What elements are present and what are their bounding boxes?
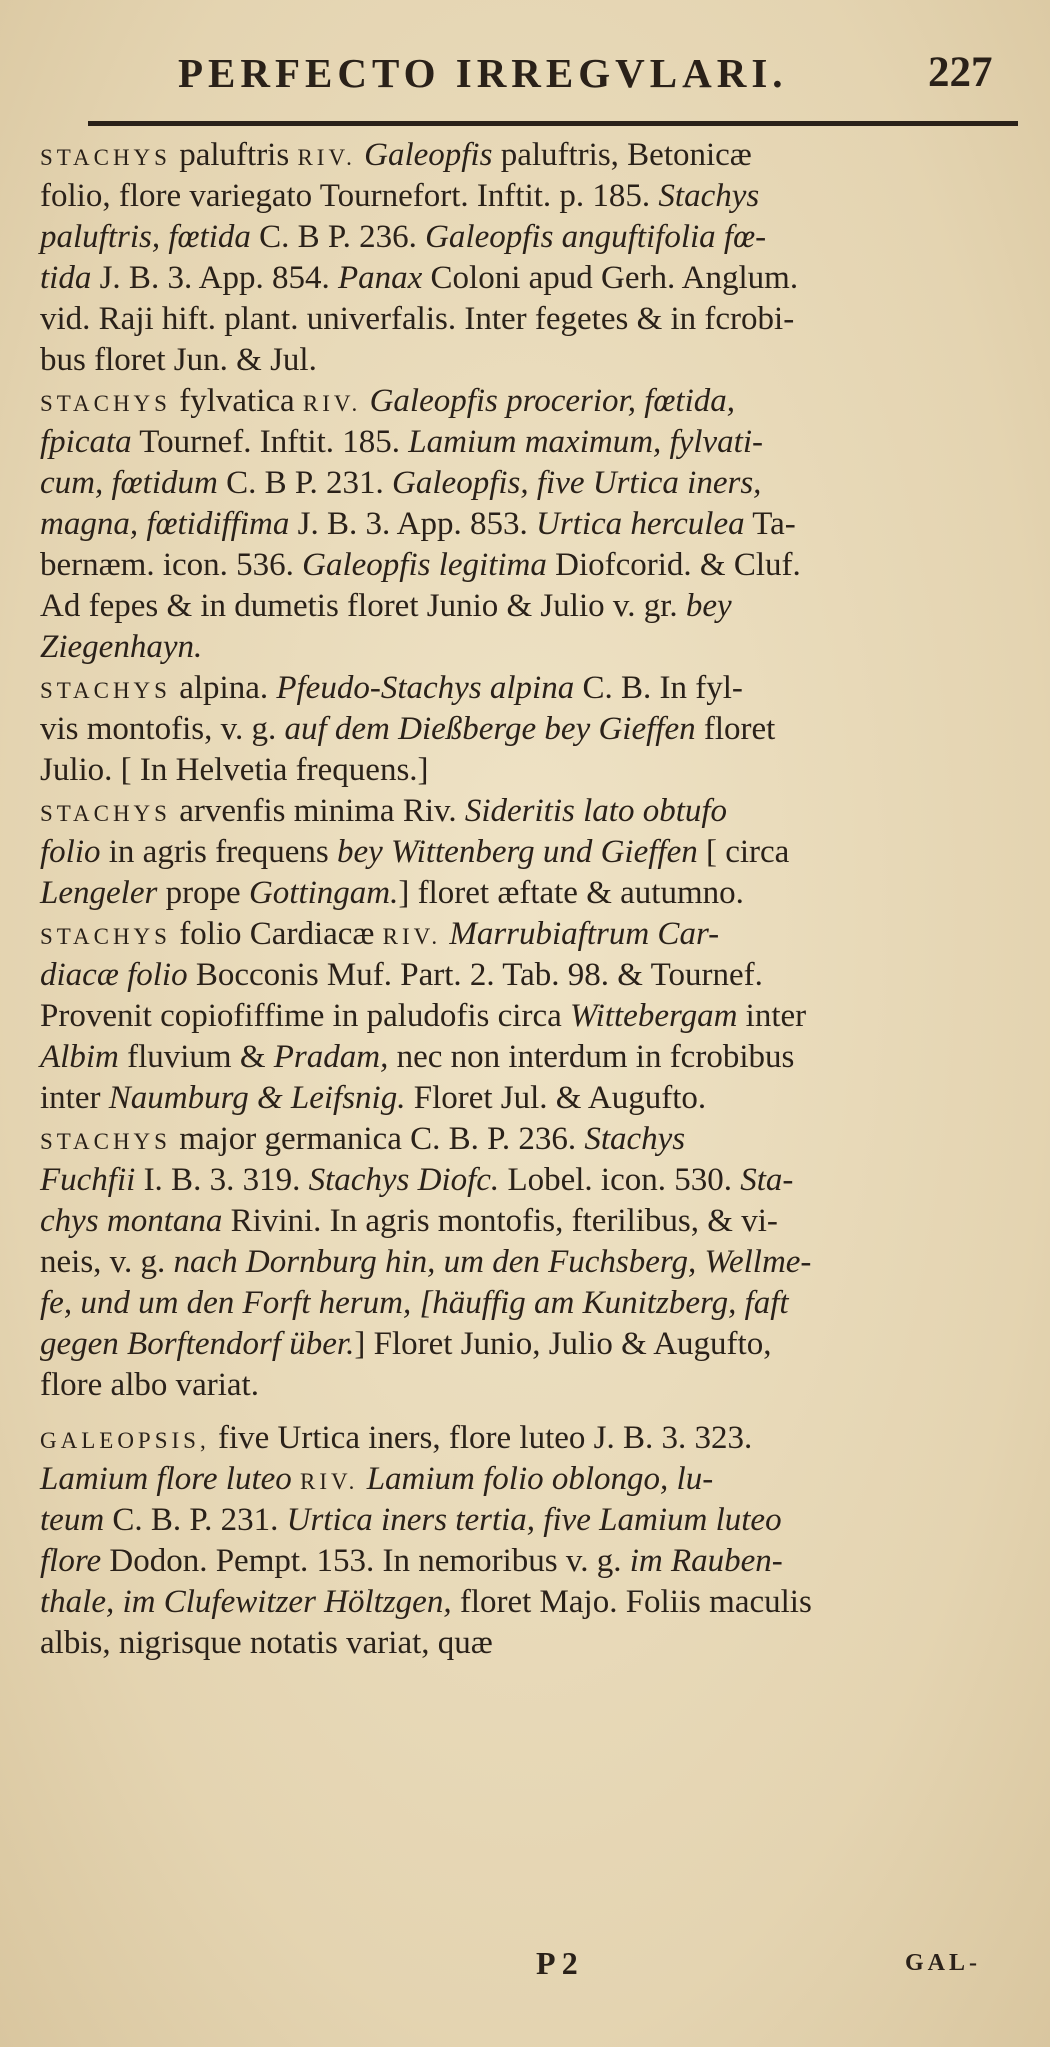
- italic-text: auf dem Dießberge bey Gieffen: [284, 711, 696, 747]
- italic-text: Galeopfis anguftifolia fœ-: [425, 219, 767, 255]
- page-header: [0, 48, 1050, 98]
- italic-text: Urtica iners tertia, five Lamium luteo: [286, 1502, 782, 1538]
- entry-paragraph: [40, 1119, 1000, 1406]
- text-line: [40, 545, 1000, 586]
- italic-text: paluftris, fœtida: [40, 219, 251, 255]
- italic-text: folio: [40, 834, 101, 870]
- italic-text: Galeopfis, five Urtica iners,: [392, 465, 762, 501]
- text-line: [40, 586, 1000, 627]
- text-run: Rivini. In agris montofis, fterilibus, & vi-: [222, 1203, 778, 1239]
- text-line: [40, 996, 1000, 1037]
- italic-text: thale, im Clufewitzer Höltzgen,: [40, 1584, 452, 1620]
- italic-text: diacæ folio: [40, 957, 188, 993]
- text-run: major germanica C. B. P. 236.: [170, 1121, 585, 1157]
- text-line: [40, 258, 1000, 299]
- text-run: [292, 1461, 300, 1497]
- small-caps-text: STACHYS: [40, 391, 171, 416]
- text-run: paluftris, Betonicæ: [492, 137, 752, 173]
- text-run: flore albo variat.: [40, 1367, 259, 1403]
- italic-text: magna, fœtidiffima: [40, 506, 290, 542]
- text-line: [40, 627, 1000, 668]
- text-line: [40, 1324, 1000, 1365]
- catchword: GAL-: [905, 1950, 981, 1976]
- text-line: [40, 1160, 1000, 1201]
- text-run: Ta-: [744, 506, 796, 542]
- italic-text: im Rauben-: [629, 1543, 783, 1579]
- italic-text: Pfeudo-Stachys alpina: [276, 670, 575, 706]
- text-run: ] floret æftate & autumno.: [398, 875, 744, 911]
- text-line: [40, 135, 1000, 176]
- italic-text: Lamium folio oblongo, lu-: [358, 1461, 714, 1497]
- text-run: ] Floret Junio, Julio & Augufto,: [354, 1326, 772, 1362]
- text-run: Ad fepes & in dumetis floret Junio & Julio v. gr.: [40, 588, 686, 624]
- text-run: folio, flore variegato Tournefort. Inftit. p. 185.: [40, 178, 659, 214]
- text-run: fluvium &: [118, 1039, 274, 1075]
- text-run: inter: [40, 1080, 109, 1116]
- italic-text: Stachys Diofc.: [308, 1162, 500, 1198]
- text-line: [40, 1037, 1000, 1078]
- text-line: [40, 1078, 1000, 1119]
- entry-paragraph: [40, 135, 1000, 381]
- italic-text: chys montana: [40, 1203, 223, 1239]
- text-line: [40, 1500, 1000, 1541]
- italic-text: nach Dornburg hin, um den Fuchsberg, Wellme-: [173, 1244, 812, 1280]
- text-line: [40, 217, 1000, 258]
- text-run: I. B. 3. 319.: [135, 1162, 309, 1198]
- page-footer: [0, 1941, 1050, 1985]
- signature-mark: P 2: [536, 1945, 578, 1981]
- running-title: PERFECTO IRREGVLARI.: [178, 50, 788, 96]
- text-run: Dodon. Pempt. 153. In nemoribus v. g.: [101, 1543, 630, 1579]
- text-run: floret: [695, 711, 776, 747]
- text-run: paluftris: [170, 137, 298, 173]
- text-line: [40, 422, 1000, 463]
- small-caps-text: RIV.: [302, 391, 362, 416]
- text-line: [40, 504, 1000, 545]
- italic-text: Fuchfii: [40, 1162, 136, 1198]
- text-line: [40, 873, 1000, 914]
- text-run: arvenfis minima Riv.: [170, 793, 465, 829]
- italic-text: Albim: [40, 1039, 119, 1075]
- text-line: [40, 914, 1000, 955]
- italic-text: Stachys: [658, 178, 760, 214]
- page-body: [40, 135, 1000, 1664]
- text-line: [40, 832, 1000, 873]
- page-number: 227: [928, 49, 993, 96]
- small-caps-text: RIV.: [382, 924, 442, 949]
- text-run: Floret Jul. & Augufto.: [405, 1080, 707, 1116]
- small-caps-text: STACHYS: [40, 145, 171, 170]
- italic-text: Galeopfis legitima: [302, 547, 547, 583]
- italic-text: Sideritis lato obtufo: [464, 793, 728, 829]
- italic-text: fe, und um den Forft herum, [häuffig am Kunitzberg, faft: [40, 1285, 789, 1321]
- italic-text: Urtica herculea: [535, 506, 745, 542]
- text-line: [40, 340, 1000, 381]
- entry-paragraph: [40, 791, 1000, 914]
- header-rule: [88, 121, 1018, 126]
- text-line: [40, 1418, 1000, 1459]
- text-line: [40, 1582, 1000, 1623]
- text-line: [40, 381, 1000, 422]
- small-caps-text: GALEOPSIS,: [40, 1428, 210, 1453]
- italic-text: Marrubiaftrum Car-: [441, 916, 720, 952]
- text-line: [40, 750, 1000, 791]
- text-run: bus floret Jun. & Jul.: [40, 342, 317, 378]
- text-line: [40, 1201, 1000, 1242]
- entry-paragraph: [40, 914, 1000, 1119]
- text-line: [40, 463, 1000, 504]
- entry-paragraph: [40, 668, 1000, 791]
- text-run: J. B. 3. App. 854.: [91, 260, 338, 296]
- text-line: [40, 1623, 1000, 1664]
- text-run: Diofcorid. & Cluf.: [546, 547, 801, 583]
- text-line: [40, 1119, 1000, 1160]
- italic-text: Stachys: [584, 1121, 686, 1157]
- text-run: vis montofis, v. g.: [40, 711, 285, 747]
- text-run: five Urtica iners, flore luteo J. B. 3. 323.: [209, 1420, 753, 1456]
- italic-text: teum: [40, 1502, 105, 1538]
- text-run: neis, v. g.: [40, 1244, 174, 1280]
- text-line: [40, 299, 1000, 340]
- text-run: Bocconis Muf. Part. 2. Tab. 98. & Tournef.: [187, 957, 763, 993]
- text-run: Lobel. icon. 530.: [499, 1162, 741, 1198]
- text-line: [40, 955, 1000, 996]
- text-line: [40, 668, 1000, 709]
- text-line: [40, 1283, 1000, 1324]
- italic-text: gegen Borftendorf über.: [40, 1326, 355, 1362]
- italic-text: Wittebergam: [570, 998, 738, 1034]
- italic-text: cum, fœtidum: [40, 465, 218, 501]
- text-run: C. B. In fyl-: [574, 670, 743, 706]
- italic-text: Pradam,: [273, 1039, 389, 1075]
- text-line: [40, 709, 1000, 750]
- text-run: Provenit copiofiffime in paludofis circa: [40, 998, 570, 1034]
- text-line: [40, 791, 1000, 832]
- italic-text: Naumburg & Leifsnig.: [108, 1080, 406, 1116]
- text-line: [40, 176, 1000, 217]
- text-run: [ circa: [697, 834, 790, 870]
- italic-text: bey: [685, 588, 732, 624]
- italic-text: Lamium flore luteo: [40, 1461, 292, 1497]
- italic-text: Ziegenhayn.: [40, 629, 203, 665]
- italic-text: tida: [40, 260, 92, 296]
- small-caps-text: STACHYS: [40, 678, 171, 703]
- italic-text: fpicata: [40, 424, 132, 460]
- italic-text: Lamium maximum, fylvati-: [408, 424, 763, 460]
- text-line: [40, 1459, 1000, 1500]
- text-line: [40, 1541, 1000, 1582]
- text-run: C. B. P. 231.: [104, 1502, 287, 1538]
- small-caps-text: STACHYS: [40, 924, 171, 949]
- italic-text: Galeopfis procerior, fœtida,: [361, 383, 736, 419]
- text-run: in agris frequens: [100, 834, 337, 870]
- text-run: folio Cardiacæ: [170, 916, 383, 952]
- small-caps-text: STACHYS: [40, 801, 171, 826]
- text-run: Tournef. Inftit. 185.: [131, 424, 409, 460]
- text-run: Coloni apud Gerh. Anglum.: [422, 260, 799, 296]
- text-line: [40, 1242, 1000, 1283]
- italic-text: Galeopfis: [355, 137, 493, 173]
- text-run: alpina.: [170, 670, 277, 706]
- italic-text: flore: [40, 1543, 102, 1579]
- text-run: J. B. 3. App. 853.: [289, 506, 536, 542]
- italic-text: Panax: [337, 260, 423, 296]
- text-run: bernæm. icon. 536.: [40, 547, 303, 583]
- text-run: nec non interdum in fcrobibus: [388, 1039, 795, 1075]
- text-run: albis, nigrisque notatis variat, quæ: [40, 1625, 493, 1661]
- italic-text: Gottingam.: [248, 875, 399, 911]
- text-run: Julio. [ In Helvetia frequens.]: [40, 752, 429, 788]
- small-caps-text: RIV.: [300, 1469, 359, 1494]
- italic-text: Lengeler: [40, 875, 158, 911]
- small-caps-text: STACHYS: [40, 1129, 171, 1154]
- text-run: floret Majo. Foliis maculis: [451, 1584, 812, 1620]
- text-run: inter: [737, 998, 807, 1034]
- text-run: vid. Raji hift. plant. univerfalis. Inter fegetes & in fcrobi-: [40, 301, 795, 337]
- text-run: C. B P. 236.: [250, 219, 426, 255]
- text-run: C. B P. 231.: [217, 465, 393, 501]
- italic-text: bey Wittenberg und Gieffen: [336, 834, 698, 870]
- entry-paragraph: [40, 381, 1000, 668]
- italic-text: Sta-: [740, 1162, 794, 1198]
- text-run: fylvatica: [170, 383, 303, 419]
- entry-paragraph: [40, 1418, 1000, 1664]
- text-line: [40, 1365, 1000, 1406]
- text-run: prope: [157, 875, 249, 911]
- small-caps-text: RIV.: [297, 145, 356, 170]
